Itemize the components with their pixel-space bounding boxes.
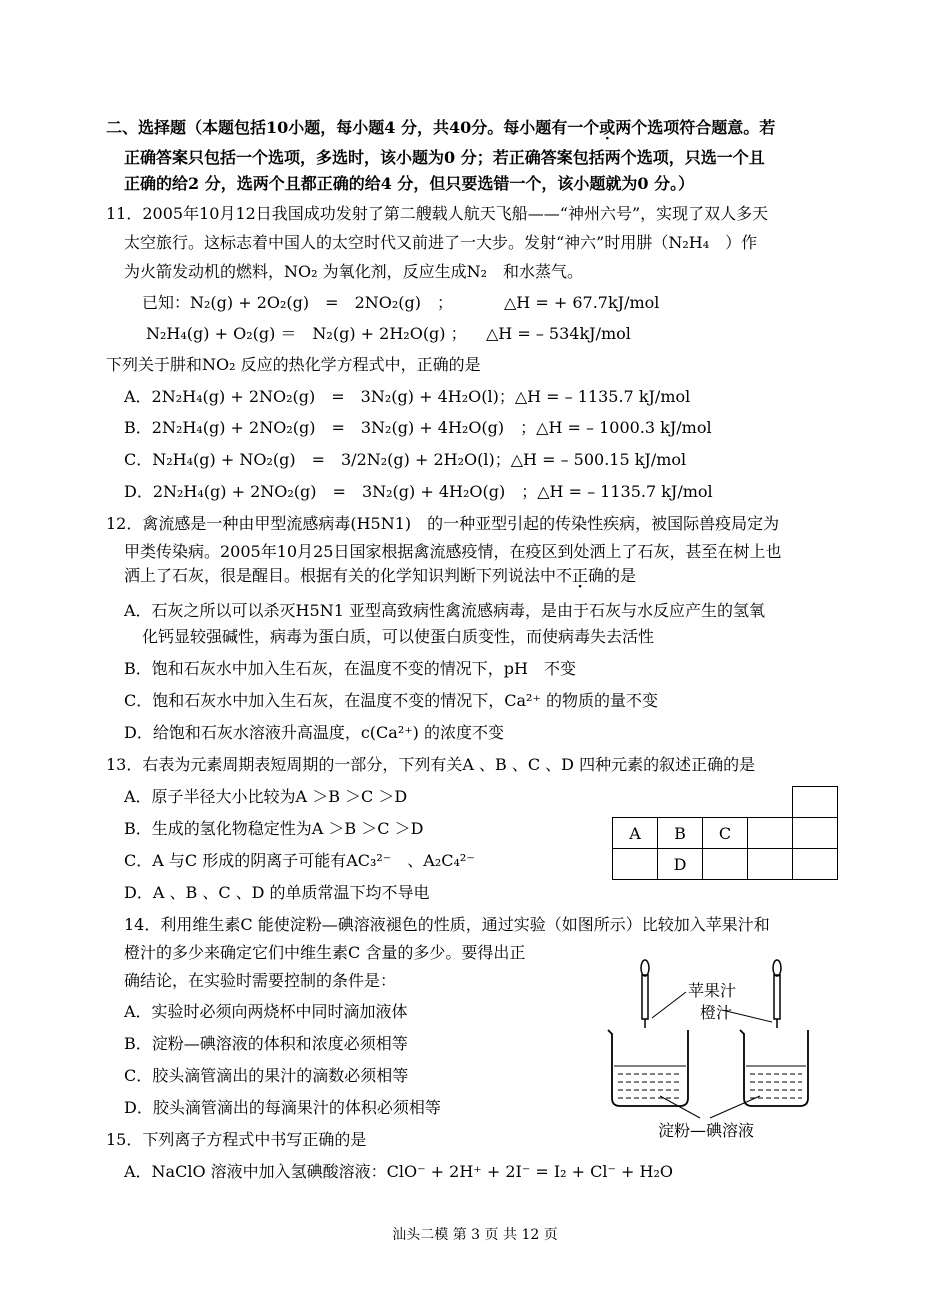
q14-line2: 橙汁的多少来确定它们中维生素C 含量的多少。要得出正 — [124, 943, 526, 962]
table-cell-a: A — [613, 818, 658, 849]
dropper-right-icon — [773, 960, 781, 1028]
q13-option-c: C．A 与C 形成的阴离子可能有AC₃²⁻ 、A₂C₄²⁻ — [124, 851, 475, 870]
table-cell-empty — [613, 849, 658, 880]
table-cell-empty — [793, 818, 838, 849]
table-cell-b: B — [658, 818, 703, 849]
q12-line2: 甲类传染病。2005年10月25日国家根据禽流感疫情，在疫区到处洒上了石灰，甚至在树上也 — [124, 542, 782, 561]
q11-line1: 11．2005年10月12日我国成功发射了第二艘载人航天飞船——“神州六号”，实现了双人多天 — [106, 204, 769, 223]
q11-option-b: B．2N₂H₄(g) + 2NO₂(g) = 3N₂(g) + 4H₂O(g) ；△H = – 1000.3 kJ/mol — [124, 418, 712, 437]
page-footer: 汕头二模 第 3 页 共 12 页 — [392, 1227, 558, 1243]
label-orange-juice: 橙汁 — [700, 1003, 733, 1022]
section-header-line2: 正确答案只包括一个选项，多选时，该小题为0 分；若正确答案包括两个选项，只选一个且 — [124, 148, 765, 167]
q14-line3: 确结论，在实验时需要控制的条件是： — [124, 971, 397, 990]
table-cell-d: D — [658, 849, 703, 880]
q14-option-b: B．淀粉—碘溶液的体积和浓度必须相等 — [124, 1034, 408, 1053]
q11-option-d: D．2N₂H₄(g) + 2NO₂(g) = 3N₂(g) + 4H₂O(g) ；△H = – 1135.7 kJ/mol — [124, 482, 713, 501]
q12-option-c: C．饱和石灰水中加入生石灰，在温度不变的情况下，Ca²⁺ 的物质的量不变 — [124, 691, 658, 710]
section-header-line1: 二、选择题（本题包括10小题，每小题4 分，共40分。每小题有一个或两个 ·选项符合题意。若 — [106, 118, 775, 138]
table-cell-c: C — [703, 818, 748, 849]
q11-line2: 太空旅行。这标志着中国人的太空时代又前进了一大步。发射“神六”时用肼（N₂H₄ ）作 — [124, 233, 758, 252]
emphasis-text: 一个或两个 · — [567, 118, 647, 137]
q13-option-a: A．原子半径大小比较为A ＞B ＞C ＞D — [124, 787, 408, 806]
table-cell-empty — [793, 787, 838, 818]
q12-line3: 洒上了石灰，很是醒目。根据有关的化学知识判断下列说法中不正确的是 — [124, 566, 637, 585]
table-cell-empty — [748, 849, 793, 880]
q12-option-a-line1: A．石灰之所以可以杀灭H5N1 亚型高致病性禽流感病毒，是由于石灰与水反应产生的氢氧 — [124, 601, 765, 620]
q11-known1: 已知：N₂(g) + 2O₂(g) = 2NO₂(g) ； — [142, 293, 454, 312]
q15-stem: 15．下列离子方程式中书写正确的是 — [106, 1130, 367, 1149]
q12-option-b: B．饱和石灰水中加入生石灰，在温度不变的情况下，pH 不变 — [124, 659, 576, 678]
q11-known1-dh: △H = + 67.7kJ/mol — [504, 293, 660, 312]
q13-option-d: D．A 、B 、C 、D 的单质常温下均不导电 — [124, 883, 430, 902]
q15-option-a: A．NaClO 溶液中加入氢碘酸溶液：ClO⁻ + 2H⁺ + 2I⁻ = I₂ + Cl⁻ + H₂O — [124, 1162, 674, 1181]
q14-line1: 14．利用维生素C 能使淀粉—碘溶液褪色的性质，通过实验（如图所示）比较加入苹果汁和 — [124, 915, 770, 934]
q11-line3: 为火箭发动机的燃料，NO₂ 为氧化剂，反应生成N₂ 和水蒸气。 — [124, 262, 584, 281]
q14-option-d: D．胶头滴管滴出的每滴果汁的体积必须相等 — [124, 1098, 441, 1117]
q11-option-c: C．N₂H₄(g) + NO₂(g) = 3/2N₂(g) + 2H₂O(l)；△H = – 500.15 kJ/mol — [124, 450, 687, 469]
q12-line1: 12．禽流感是一种由甲型流感病毒(H5N1) 的一种亚型引起的传染性疾病，被国际兽疫局定为 — [106, 514, 780, 533]
q14-option-c: C．胶头滴管滴出的果汁的滴数必须相等 — [124, 1066, 409, 1085]
dropper-left-icon — [641, 960, 649, 1028]
section-header-line3: 正确的给2 分，选两个且都正确的给4 分，但只要选错一个，该小题就为0 分。） — [124, 174, 695, 193]
label-apple-juice: 苹果汁 — [688, 981, 737, 1000]
experiment-figure — [600, 958, 810, 1143]
emphasis-text: 不正确 — [556, 566, 605, 585]
beaker-left-icon — [608, 1030, 688, 1106]
table-cell-empty — [703, 849, 748, 880]
q11-known2: N₂H₄(g) + O₂(g) ＝ N₂(g) + 2H₂O(g) ； — [146, 324, 467, 343]
q13-stem: 13．右表为元素周期表短周期的一部分，下列有关A 、B 、C 、D 四种元素的叙述正确的是 — [106, 755, 756, 774]
q11-option-a: A．2N₂H₄(g) + 2NO₂(g) = 3N₂(g) + 4H₂O(l)；△H = – 1135.7 kJ/mol — [124, 387, 691, 406]
q12-option-d: D．给饱和石灰水溶液升高温度，c(Ca²⁺) 的浓度不变 — [124, 723, 505, 742]
q11-known2-dh: △H = – 534kJ/mol — [486, 324, 631, 343]
q11-stem: 下列关于肼和NO₂ 反应的热化学方程式中，正确的是 — [106, 355, 481, 374]
periodic-table-fragment — [612, 786, 838, 880]
q14-option-a: A．实验时必须向两烧杯中同时滴加液体 — [124, 1002, 408, 1021]
beaker-right-icon — [740, 1030, 808, 1106]
table-cell-empty — [793, 849, 838, 880]
q12-option-a-line2: 化钙显较强碱性，病毒为蛋白质，可以使蛋白质变性，而使病毒失去活性 — [142, 627, 655, 646]
q13-option-b: B．生成的氢化物稳定性为A ＞B ＞C ＞D — [124, 819, 424, 838]
table-cell-empty — [748, 818, 793, 849]
label-starch-iodine: 淀粉—碘溶液 — [658, 1121, 755, 1140]
